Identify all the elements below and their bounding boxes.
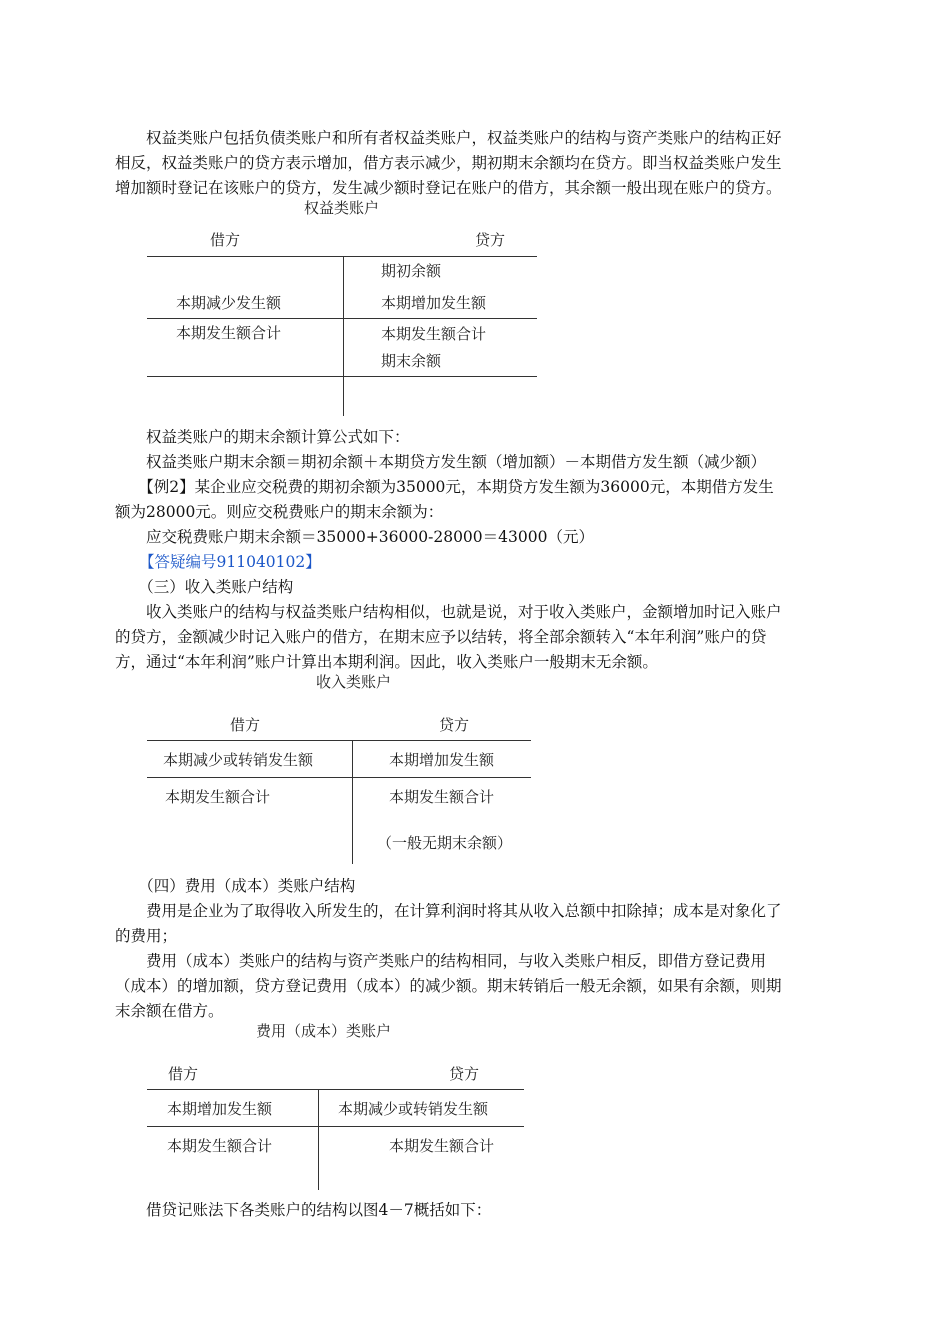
- debit-cell: 本期发生额合计: [176, 324, 282, 342]
- t-account-top-rule: [147, 256, 537, 257]
- paragraph-line: 方，通过“本年利润”账户计算出本期利润。因此，收入类账户一般期末无余额。: [115, 653, 658, 671]
- example-line: 额为28000元。则应交税费账户的期末余额为：: [115, 503, 444, 521]
- paragraph-line: 权益类账户包括负债类账户和所有者权益类账户，权益类账户的结构与资产类账户的结构正好: [115, 129, 782, 147]
- t-account-top-rule: [147, 1089, 524, 1090]
- paragraph-line: 收入类账户的结构与权益类账户结构相似，也就是说，对于收入类账户，金额增加时记入账户: [115, 603, 782, 621]
- credit-cell: 本期发生额合计: [389, 1137, 495, 1155]
- credit-cell: 本期减少或转销发生额: [338, 1100, 489, 1118]
- paragraph-line: 相反，权益类账户的贷方表示增加，借方表示减少，期初期末余额均在贷方。即当权益类账户发生: [115, 154, 782, 172]
- closing-line: 借贷记账法下各类账户的结构以图4－7概括如下：: [115, 1201, 492, 1219]
- t-account-top-rule: [147, 740, 531, 741]
- t-account-mid-rule: [147, 777, 531, 778]
- t-account-divider: [343, 256, 344, 416]
- t-account-title: 权益类账户: [304, 199, 380, 217]
- paragraph-line: 的贷方，金额减少时记入账户的借方，在期末应予以结转，将全部余额转入“本年利润”账户的贷: [115, 628, 767, 646]
- t-account-bottom-rule: [147, 376, 537, 377]
- t-account-mid-rule: [147, 318, 537, 319]
- debit-cell: 本期增加发生额: [167, 1100, 273, 1118]
- credit-label: 贷方: [439, 716, 470, 734]
- paragraph-line: 权益类账户的期末余额计算公式如下：: [115, 428, 410, 446]
- debit-label: 借方: [168, 1065, 199, 1083]
- credit-cell: 期初余额: [381, 262, 442, 280]
- paragraph-line: 末余额在借方。: [115, 1002, 224, 1020]
- t-account-mid-rule: [147, 1126, 524, 1127]
- t-account-title: 费用（成本）类账户: [256, 1022, 392, 1040]
- paragraph-line: （成本）的增加额，贷方登记费用（成本）的减少额。期末转销后一般无余额，如果有余额，则期: [115, 977, 782, 995]
- credit-cell: 本期增加发生额: [381, 294, 487, 312]
- t-account-divider: [352, 740, 353, 864]
- example-line: 【例2】某企业应交税费的期初余额为35000元，本期贷方发生额为36000元，本期借方发生: [115, 478, 774, 496]
- credit-cell: 本期发生额合计: [389, 788, 495, 806]
- credit-cell: 本期增加发生额: [389, 751, 495, 769]
- debit-cell: 本期减少发生额: [176, 294, 282, 312]
- credit-label: 贷方: [449, 1065, 480, 1083]
- t-account-title: 收入类账户: [316, 673, 392, 691]
- formula-line: 权益类账户期末余额＝期初余额＋本期贷方发生额（增加额）－本期借方发生额（减少额）: [115, 453, 767, 471]
- credit-cell: 本期发生额合计: [381, 325, 487, 343]
- credit-label: 贷方: [475, 231, 506, 249]
- paragraph-line: 增加额时登记在该账户的贷方，发生减少额时登记在账户的借方，其余额一般出现在账户的贷方。: [115, 179, 782, 197]
- paragraph-line: 费用是企业为了取得收入所发生的，在计算利润时将其从收入总额中扣除掉；成本是对象化了: [115, 902, 782, 920]
- paragraph-line: 费用（成本）类账户的结构与资产类账户的结构相同，与收入类账户相反，即借方登记费用: [115, 952, 767, 970]
- debit-label: 借方: [210, 231, 241, 249]
- faq-link[interactable]: 【答疑编号911040102】: [139, 553, 321, 571]
- section-heading: （三）收入类账户结构: [115, 578, 294, 596]
- debit-label: 借方: [230, 716, 261, 734]
- section-heading: （四）费用（成本）类账户结构: [115, 877, 356, 895]
- debit-cell: 本期发生额合计: [165, 788, 271, 806]
- paragraph-line: 的费用；: [115, 927, 178, 945]
- credit-cell: （一般无期末余额）: [377, 834, 513, 852]
- t-account-divider: [318, 1089, 319, 1190]
- debit-cell: 本期发生额合计: [167, 1137, 273, 1155]
- credit-cell: 期末余额: [381, 352, 442, 370]
- calculation-line: 应交税费账户期末余额＝35000+36000-28000＝43000（元）: [115, 528, 594, 546]
- debit-cell: 本期减少或转销发生额: [163, 751, 314, 769]
